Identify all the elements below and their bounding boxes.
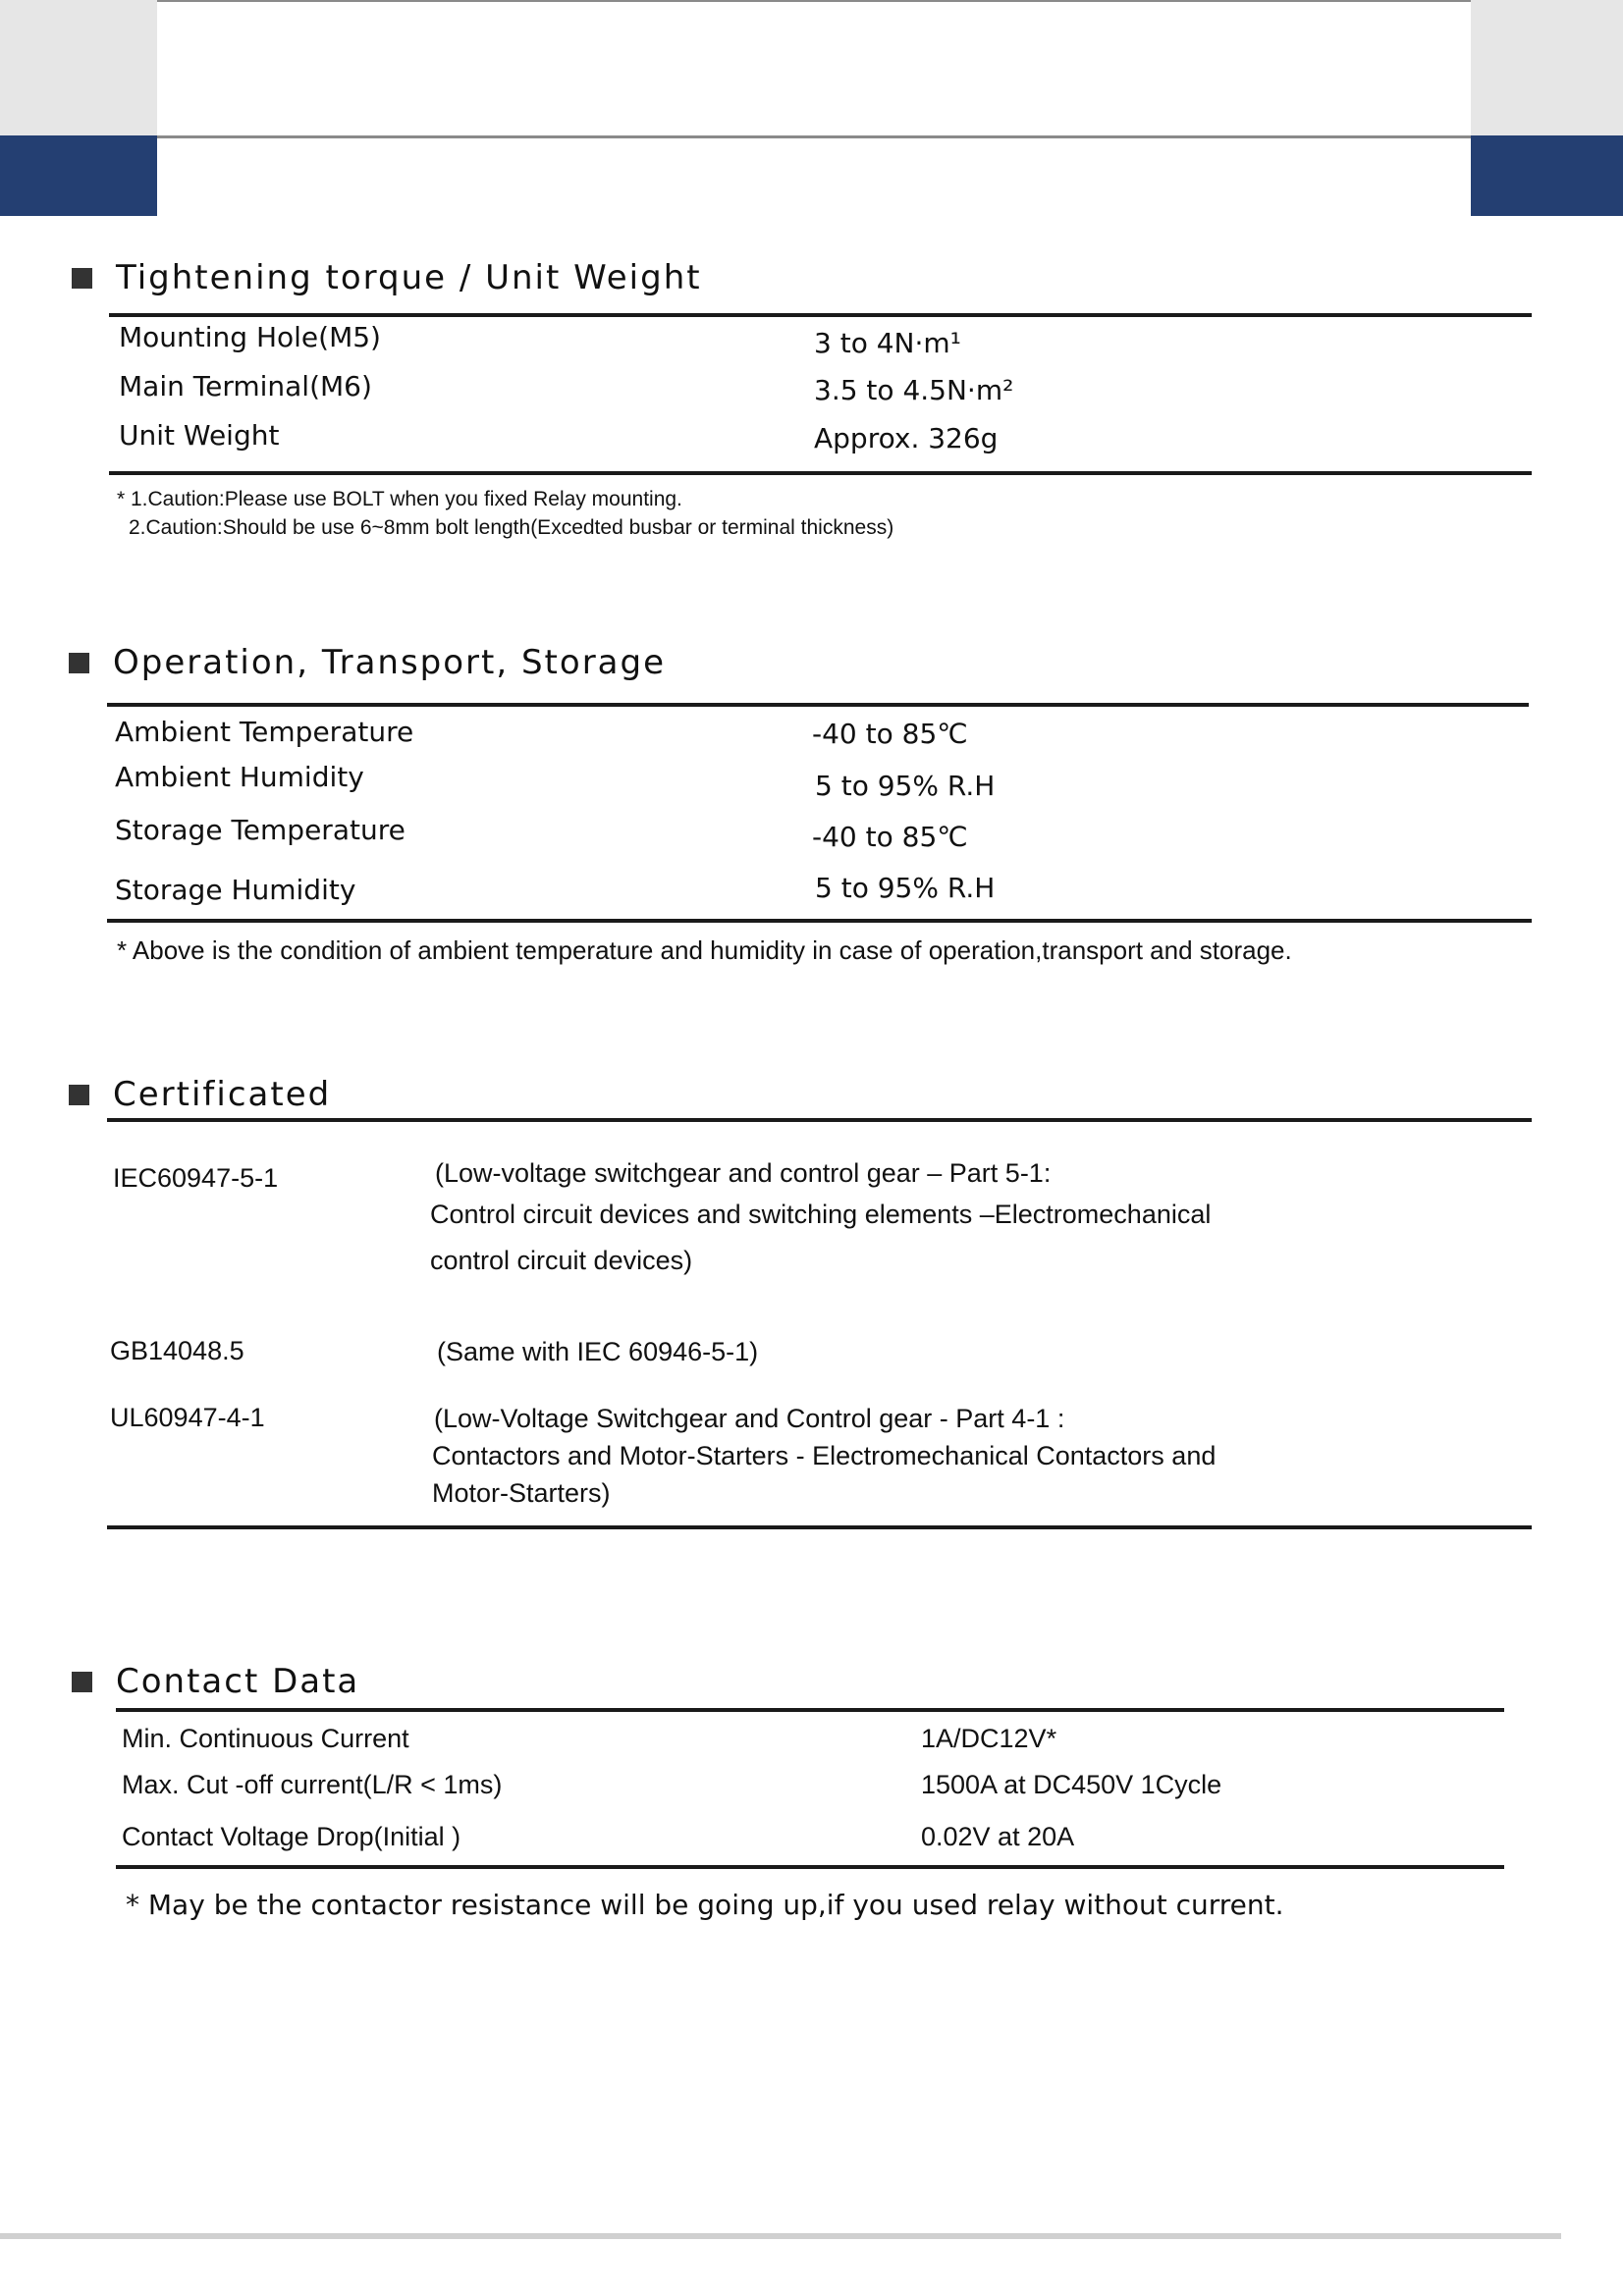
row-label: Main Terminal(M6) [119, 370, 372, 402]
row-label: Ambient Humidity [115, 761, 364, 793]
cert-description: (Same with IEC 60946-5-1) [437, 1337, 759, 1366]
cert-description: Motor-Starters) [432, 1478, 611, 1508]
table-top-rule [107, 703, 1529, 707]
header-left-blue-block [0, 135, 157, 216]
cert-code: UL60947-4-1 [110, 1403, 265, 1432]
section-title-text: Contact Data [116, 1662, 360, 1701]
cert-description: Control circuit devices and switching elements –Electromechanical [430, 1200, 1212, 1229]
bullet-square-icon [72, 1672, 92, 1692]
cert-description: (Low-Voltage Switchgear and Control gear - Part 4-1 : [434, 1404, 1065, 1433]
row-value: 5 to 95% R.H [815, 872, 996, 904]
row-value: -40 to 85℃ [812, 821, 968, 853]
row-label: Unit Weight [119, 419, 280, 452]
table-top-rule [116, 1708, 1504, 1712]
table-top-rule [107, 1118, 1532, 1122]
section-title-certificated [69, 1075, 331, 1114]
header-divider [157, 135, 1471, 138]
row-label: Contact Voltage Drop(Initial ) [122, 1822, 461, 1851]
row-value: 3 to 4N·m¹ [814, 327, 961, 359]
section-title-contact [72, 1662, 359, 1701]
cert-description: (Low-voltage switchgear and control gear – Part 5-1: [435, 1158, 1052, 1188]
section-title-torque [72, 258, 702, 297]
section-title-operation [69, 643, 666, 682]
contact-note: * May be the contactor resistance will be going up,if you used relay without current. [126, 1889, 1284, 1921]
table-bottom-rule [107, 919, 1532, 923]
table-bottom-rule [107, 1525, 1532, 1529]
row-value: Approx. 326g [814, 422, 999, 454]
row-label: Max. Cut -off current(L/R < 1ms) [122, 1770, 503, 1799]
header-right-blue-block [1471, 135, 1623, 216]
bullet-square-icon [72, 268, 92, 289]
header-top-line [0, 0, 1623, 2]
caution-note: * 1.Caution:Please use BOLT when you fixed Relay mounting. [117, 488, 682, 510]
row-value: 1A/DC12V* [921, 1724, 1057, 1753]
cert-description: control circuit devices) [430, 1246, 693, 1275]
footer-divider [0, 2233, 1561, 2239]
row-value: 1500A at DC450V 1Cycle [921, 1770, 1222, 1799]
header-left-gray-block [0, 0, 157, 135]
caution-note: 2.Caution:Should be use 6~8mm bolt length(Excedted busbar or terminal thickness) [129, 516, 894, 539]
section-title-text: Tightening torque / Unit Weight [116, 258, 702, 297]
bullet-square-icon [69, 653, 89, 673]
cert-description: Contactors and Motor-Starters - Electromechanical Contactors and [432, 1441, 1217, 1470]
table-top-rule [109, 313, 1532, 317]
table-bottom-rule [109, 471, 1532, 475]
row-value: 5 to 95% R.H [815, 770, 996, 802]
bullet-square-icon [69, 1085, 89, 1105]
row-value: 0.02V at 20A [921, 1822, 1075, 1851]
row-label: Storage Temperature [115, 814, 406, 846]
row-value: -40 to 85℃ [812, 718, 968, 750]
row-value: 3.5 to 4.5N·m² [814, 374, 1014, 406]
cert-code: IEC60947-5-1 [113, 1163, 279, 1193]
table-bottom-rule [116, 1865, 1504, 1869]
cert-code: GB14048.5 [110, 1336, 244, 1365]
row-label: Storage Humidity [115, 874, 356, 906]
row-label: Min. Continuous Current [122, 1724, 409, 1753]
row-label: Ambient Temperature [115, 716, 414, 748]
condition-note: * Above is the condition of ambient temperature and humidity in case of operation,transport and storage. [117, 935, 1292, 965]
section-title-text: Certificated [113, 1075, 332, 1114]
header-right-gray-block [1471, 0, 1623, 135]
section-title-text: Operation, Transport, Storage [113, 643, 667, 682]
row-label: Mounting Hole(M5) [119, 321, 381, 353]
